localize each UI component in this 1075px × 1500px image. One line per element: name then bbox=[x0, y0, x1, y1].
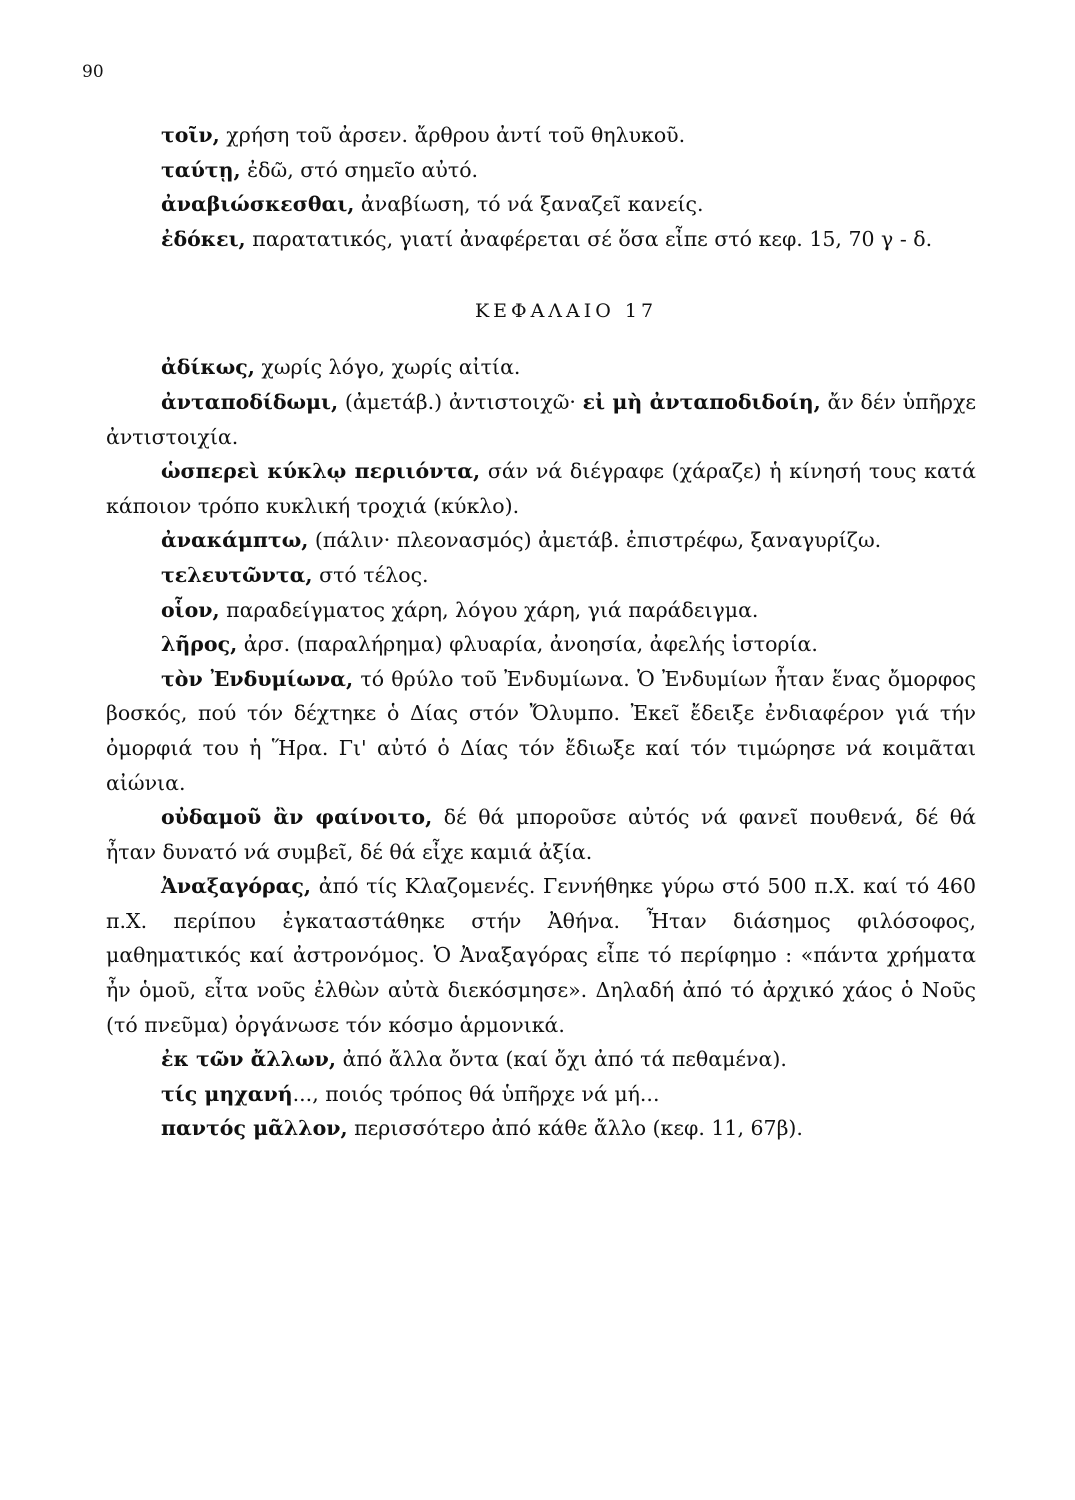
entry-definition: παραδείγματος χάρη, λόγου χάρη, γιά παράδειγμα. bbox=[219, 597, 759, 622]
page-number: 90 bbox=[82, 62, 104, 82]
entry-headword: ἀδίκως, bbox=[161, 355, 255, 380]
glossary-entry bbox=[106, 1042, 976, 1077]
glossary-entry bbox=[106, 627, 976, 662]
entry-headword: Ἀναξαγόρας, bbox=[161, 874, 312, 899]
glossary-entry bbox=[106, 222, 976, 257]
glossary-entry bbox=[106, 869, 976, 1042]
entry-headword: τὸν Ἐνδυμίωνα, bbox=[161, 666, 354, 691]
entry-headword: τελευτῶντα, bbox=[161, 562, 313, 587]
entry-headword: λῆρος, bbox=[161, 632, 238, 657]
book-page-body bbox=[106, 118, 976, 1146]
glossary-entry bbox=[106, 187, 976, 222]
entry-definition: χωρίς λόγο, χωρίς αἰτία. bbox=[254, 355, 521, 380]
entry-headword: ὡσπερεὶ κύκλῳ περιιόντα, bbox=[161, 459, 481, 484]
glossary-entry bbox=[106, 454, 976, 523]
glossary-entry bbox=[106, 800, 976, 869]
entry-headword: τίς μηχανή bbox=[161, 1081, 293, 1106]
entry-definition: ..., ποιός τρόπος θά ὑπῆρχε νά μή... bbox=[292, 1081, 660, 1106]
glossary-entry bbox=[106, 1077, 976, 1112]
entry-headword: ταύτῃ, bbox=[161, 157, 241, 182]
entry-headword: ἀναβιώσκεσθαι, bbox=[161, 192, 355, 217]
entry-definition: στό τέλος. bbox=[312, 562, 429, 587]
entries-before-heading bbox=[106, 118, 976, 256]
glossary-entry bbox=[106, 662, 976, 800]
entry-headword: ἀνταποδίδωμι, bbox=[161, 389, 339, 414]
entry-definition: χρήση τοῦ ἀρσεν. ἄρθρου ἀντί τοῦ θηλυκοῦ. bbox=[219, 123, 686, 147]
glossary-entry bbox=[106, 350, 976, 385]
entry-subheadword: εἰ μὴ ἀνταποδιδοίη, bbox=[582, 389, 821, 414]
glossary-entry bbox=[106, 558, 976, 593]
chapter-heading: ΚΕΦΑΛΑΙΟ 17 bbox=[474, 300, 658, 323]
glossary-entry bbox=[106, 385, 976, 454]
entry-definition: περισσότερο ἀπό κάθε ἄλλο (κεφ. 11, 67β). bbox=[347, 1116, 803, 1141]
glossary-entry bbox=[106, 593, 976, 628]
entry-definition: παρατατικός, γιατί ἀναφέρεται σέ ὅσα εἶπε στό κεφ. 15, 70 γ - δ. bbox=[245, 226, 933, 251]
entry-definition: ἀπό τίς Κλαζομενές. Γεννήθηκε γύρω στό 500 π.Χ. καί τό 460 π.Χ. περίπου ἐγκαταστάθηκε στήν Ἀθήνα. Ἦταν διάσημος φιλόσοφος, μαθηματικός καί ἀστρονόμος. Ὁ Ἀναξαγόρας εἶπε τό περίφημο : «πάντα χρήματα ἦν ὁμοῦ, εἶτα νοῦς ἐλθὼν αὐτὰ διεκόσμησε». Δηλαδή ἀπό τό ἀρχικό χάος ὁ Νοῦς (τό πνεῦμα) ὀργάνωσε τόν κόσμο ἁρμονικά. bbox=[106, 874, 976, 1037]
entry-definition: ἀναβίωση, τό νά ξαναζεῖ κανείς. bbox=[354, 192, 704, 217]
entry-definition: ἀρσ. (παραλήρημα) φλυαρία, ἀνοησία, ἀφελής ἱστορία. bbox=[237, 632, 818, 657]
entry-definition: (ἀμετάβ.) ἀντιστοιχῶ· bbox=[338, 389, 583, 414]
entry-definition: ἀπό ἄλλα ὄντα (καί ὄχι ἀπό τά πεθαμένα). bbox=[336, 1047, 787, 1072]
entry-definition: (πάλιν· πλεονασμός) ἀμετάβ. ἐπιστρέφω, ξαναγυρίζω. bbox=[308, 528, 882, 553]
glossary-entry bbox=[106, 153, 976, 188]
entry-headword: οὐδαμοῦ ἂν φαίνοιτο, bbox=[161, 805, 433, 830]
entries-after-heading bbox=[106, 350, 976, 1146]
entry-definition: ἄν δέν ὑπῆρχε ἀντιστοιχία. bbox=[106, 389, 976, 449]
glossary-entry bbox=[106, 1111, 976, 1146]
entry-definition: ἐδῶ, στό σημεῖο αὐτό. bbox=[240, 157, 479, 182]
entry-headword: οἷον, bbox=[161, 597, 220, 622]
entry-headword: ἀνακάμπτω, bbox=[161, 528, 309, 553]
entry-definition: σάν νά διέγραφε (χάραζε) ἡ κίνησή τους κατά κάποιον τρόπο κυκλική τροχιά (κύκλο). bbox=[106, 459, 976, 518]
entry-headword: παντός μᾶλλον, bbox=[161, 1116, 348, 1141]
entry-definition: δέ θά μποροῦσε αὐτός νά φανεῖ πουθενά, δέ θά ἦταν δυνατό νά συμβεῖ, δέ θά εἶχε καμιά ἀξία. bbox=[106, 805, 976, 864]
entry-definition: τό θρύλο τοῦ Ἐνδυμίωνα. Ὁ Ἐνδυμίων ἦταν ἕνας ὄμορφος βοσκός, πού τόν δέχτηκε ὁ Δίας στόν Ὄλυμπο. Ἐκεῖ ἔδειξε ἐνδιαφέρον γιά τήν ὀμορφιά του ἡ Ἥρα. Γι' αὐτό ὁ Δίας τόν ἔδιωξε καί τόν τιμώρησε νά κοιμᾶται αἰώνια. bbox=[106, 666, 976, 795]
glossary-entry bbox=[106, 118, 976, 153]
glossary-entry bbox=[106, 523, 976, 558]
entry-headword: τοῖν, bbox=[161, 123, 220, 147]
entry-headword: ἐδόκει, bbox=[161, 226, 246, 251]
entry-headword: ἐκ τῶν ἄλλων, bbox=[161, 1047, 337, 1072]
